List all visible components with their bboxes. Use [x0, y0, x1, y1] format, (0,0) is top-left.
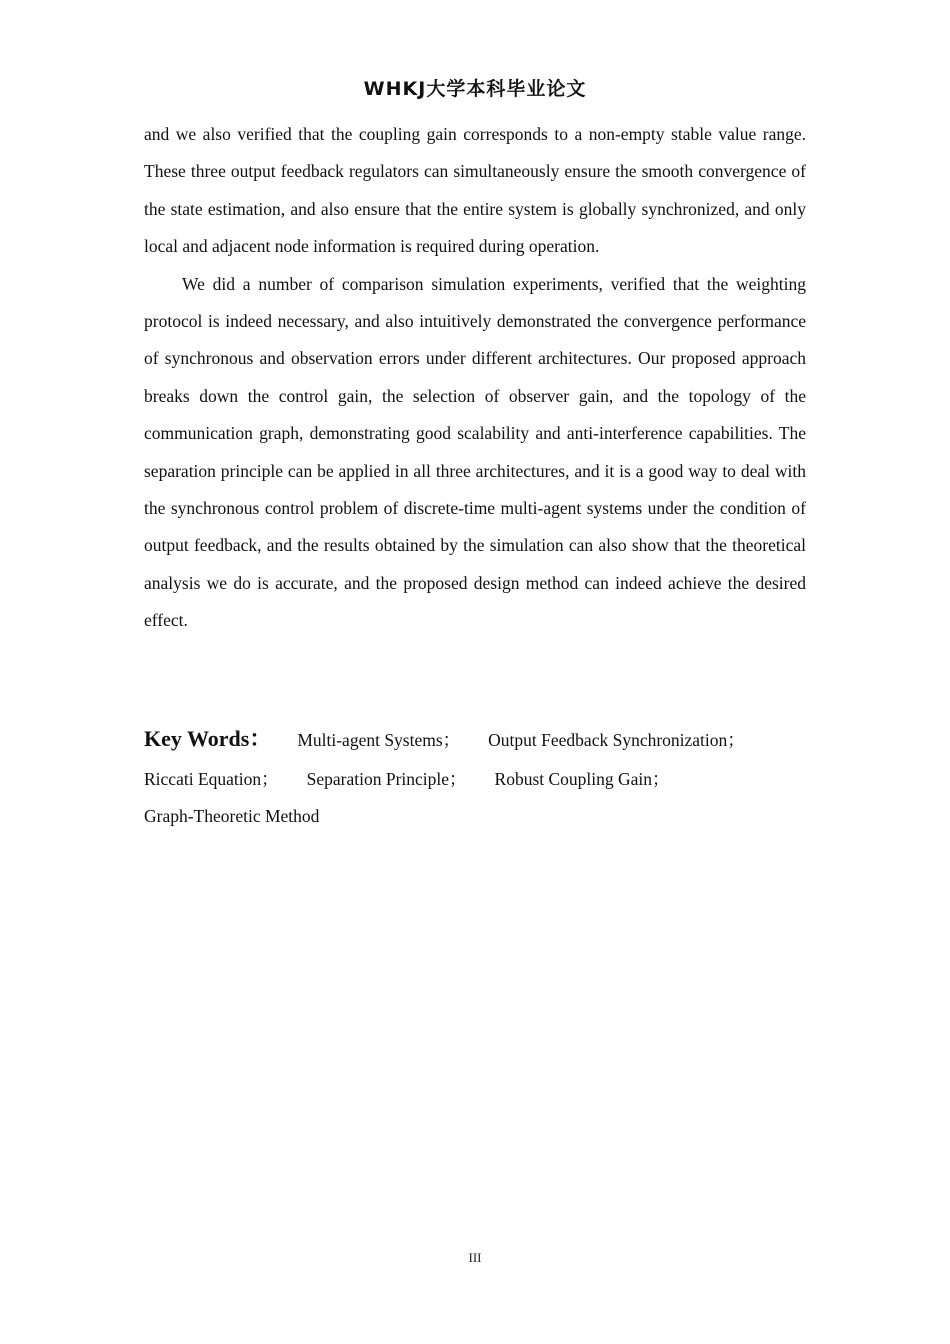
- abstract-paragraph-2: We did a number of comparison simulation experiments, verified that the weighting protocol is indeed necessary, and also intuitively demonstrated the convergence performance of synchronous and observation errors under different architectures. Our proposed approach breaks down the control gain, the selection of observer gain, and the topology of the communication graph, demonstrating good scalability and anti-interference capabilities. The separation principle can be applied in all three architectures, and it is a good way to deal with the synchronous control problem of discrete-time multi-agent systems under the condition of output feedback, and the results obtained by the simulation can also show that the theoretical analysis we do is accurate, and the proposed design method can indeed achieve the desired effect.: [144, 273, 806, 631]
- keyword-item: Riccati Equation；: [144, 769, 279, 789]
- abstract-paragraph-1: and we also verified that the coupling gain corresponds to a non-empty stable value range. These three output feedback regulators can simultaneously ensure the smooth convergence of the state estimation, and also ensure that the entire system is globally synchronized, and only local and adjacent node information is required during operation.: [144, 124, 806, 257]
- keywords-section: [144, 718, 844, 834]
- keywords-line-1: [144, 718, 844, 760]
- abstract-body: [144, 116, 806, 640]
- page-number: III: [468, 1250, 482, 1265]
- keywords-label: Key Words：: [144, 726, 272, 751]
- keyword-item: Multi-agent Systems；: [297, 730, 461, 750]
- keyword-item: Separation Principle；: [306, 769, 467, 789]
- keyword-item: Output Feedback Synchronization；: [488, 730, 745, 750]
- page-header-title: WHKJ大学本科毕业论文: [363, 78, 587, 100]
- keyword-item: Robust Coupling Gain；: [494, 769, 670, 789]
- keyword-item: Graph-Theoretic Method: [144, 806, 320, 826]
- keywords-line-3: [144, 798, 844, 834]
- keywords-line-2: [144, 760, 844, 798]
